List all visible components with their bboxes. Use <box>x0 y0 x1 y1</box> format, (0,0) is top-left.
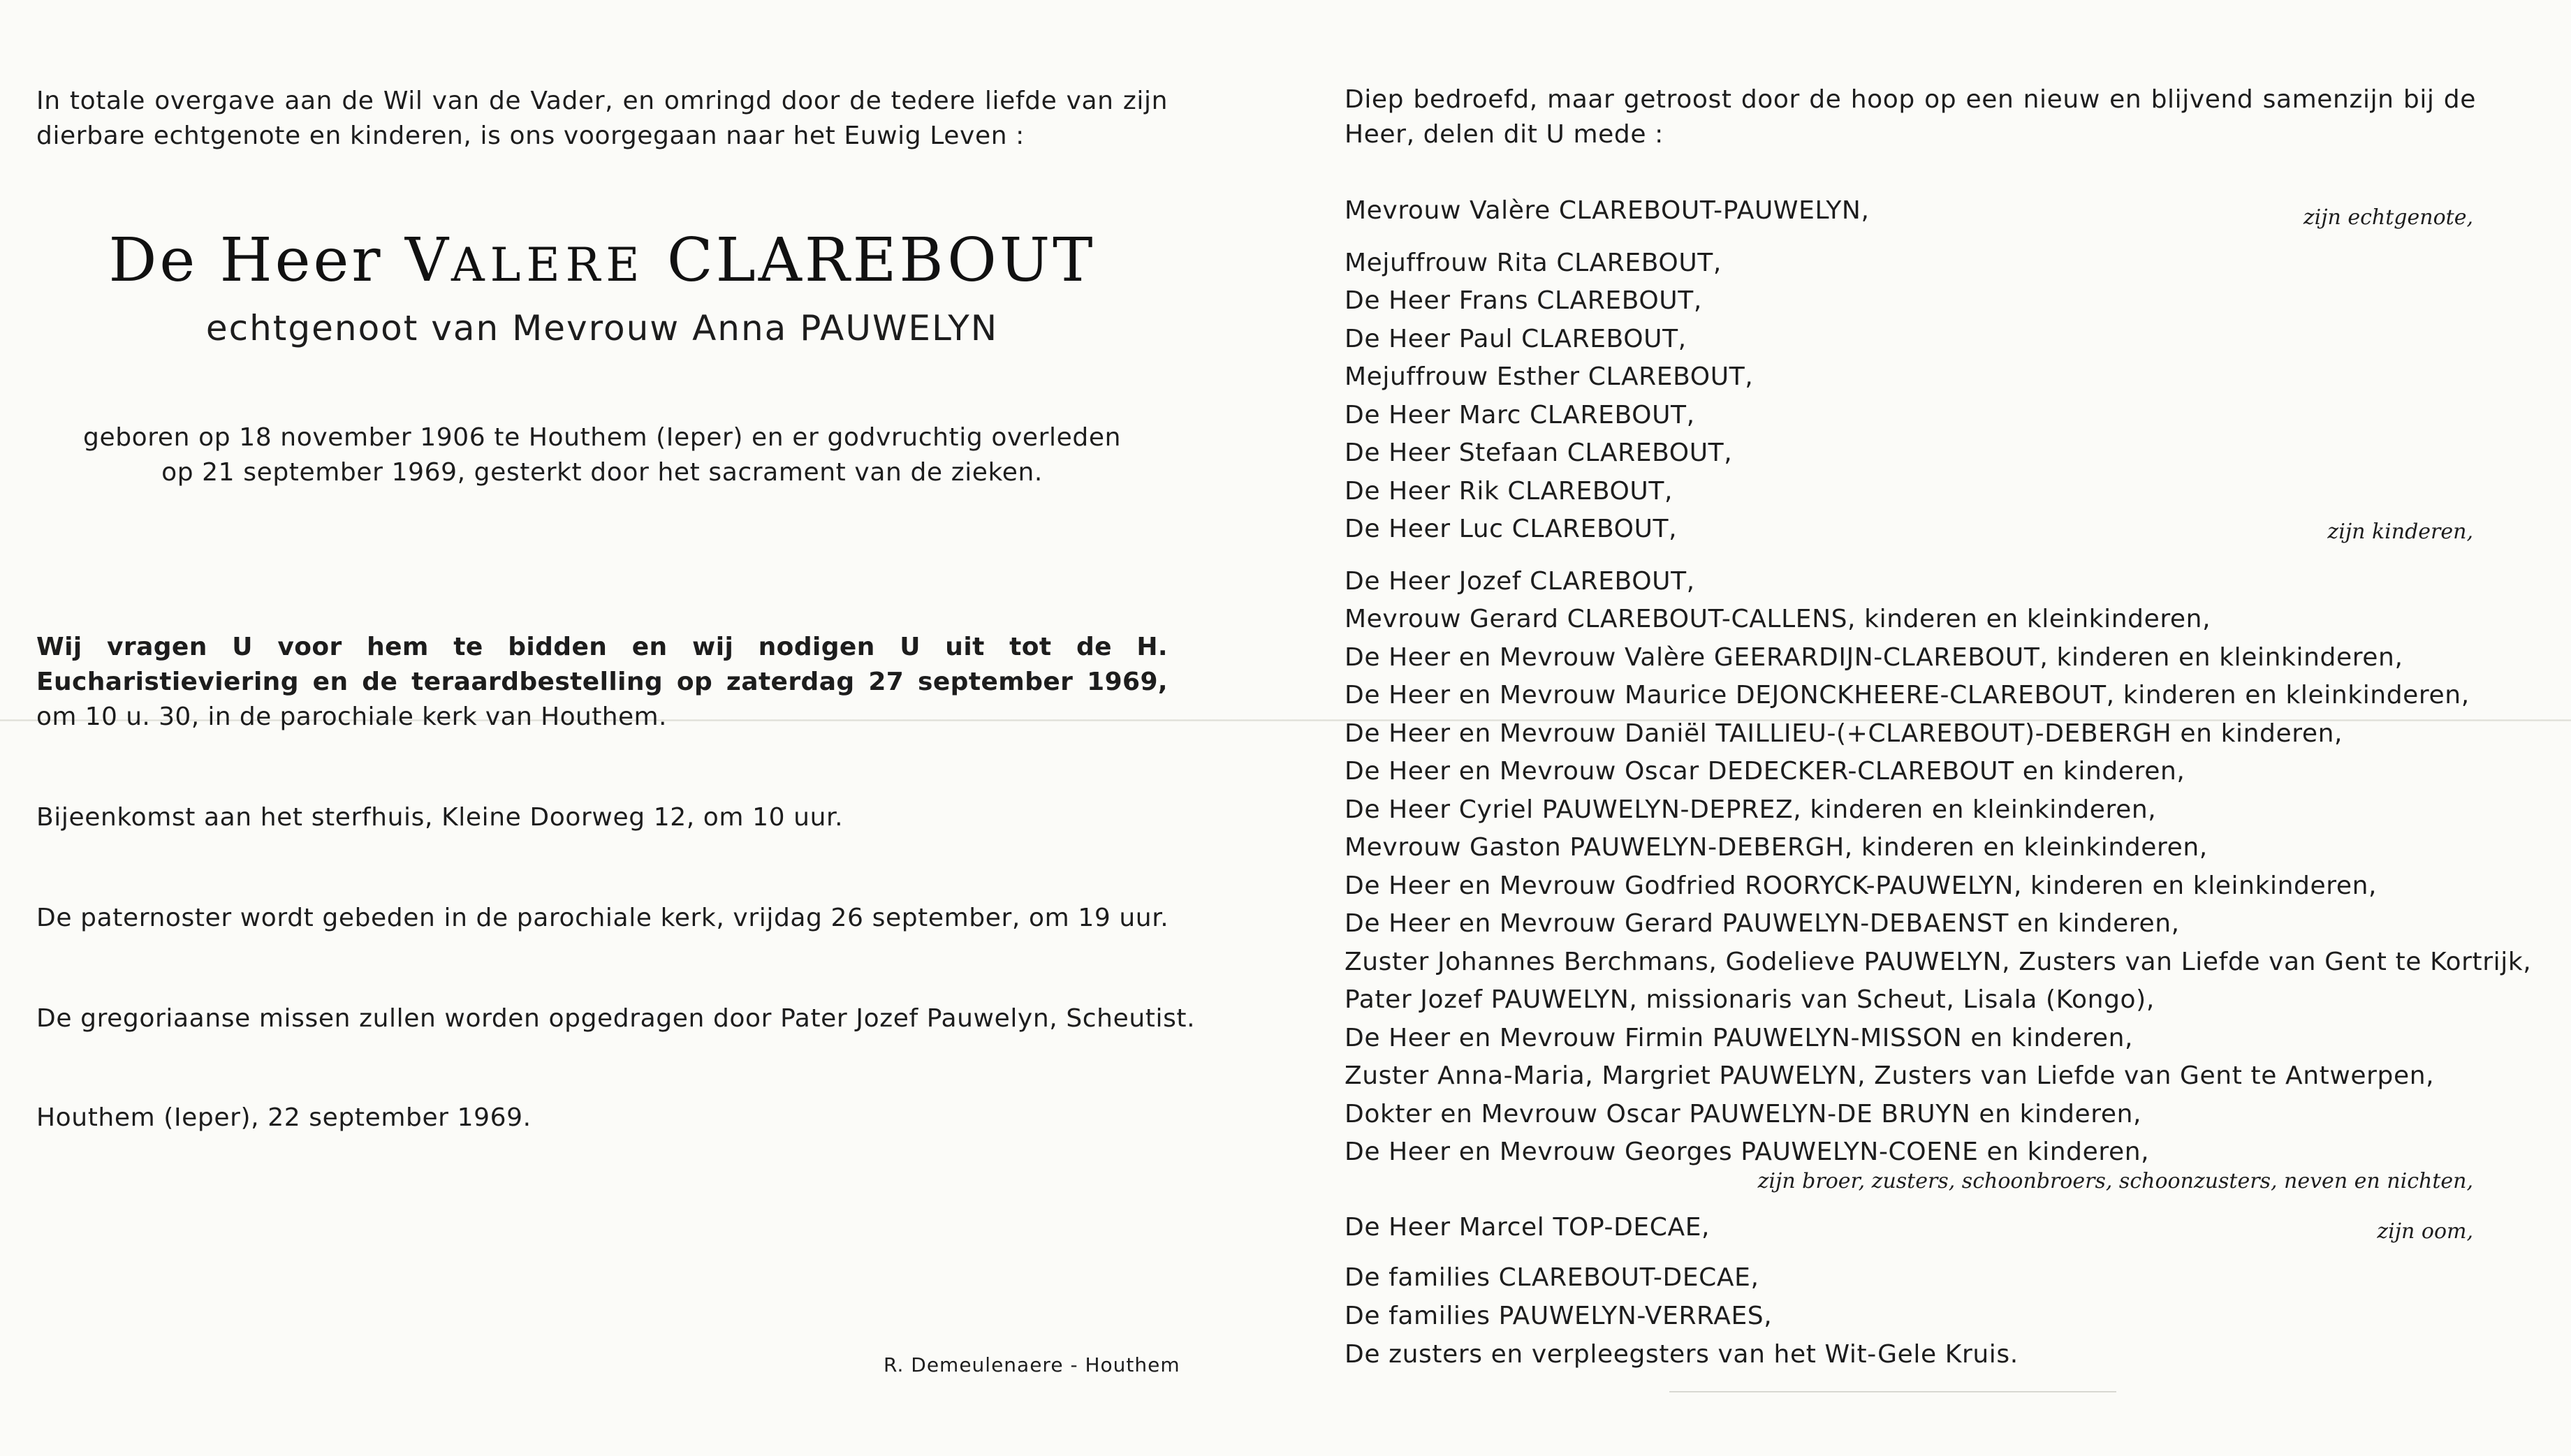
list-item: Mejuffrouw Esther CLAREBOUT, <box>1345 362 1754 391</box>
title-prefix: De Heer <box>108 226 405 295</box>
list-item: De Heer Rik CLAREBOUT, <box>1345 476 1673 506</box>
list-item: De Heer en Mevrouw Georges PAUWELYN-COENE en kinderen, <box>1345 1138 2150 1166</box>
list-item: De Heer Frans CLAREBOUT, <box>1345 286 1702 315</box>
list-item: De Heer Luc CLAREBOUT, <box>1345 515 1678 543</box>
siblings-relation: zijn broer, zusters, schoonbroers, schoonzusters, neven en nichten, <box>1757 1169 2473 1193</box>
announcement-intro: Diep bedroefd, maar getroost door de hoop op een nieuw en blijvend samenzijn bij de Heer, delen dit U mede : <box>1345 85 2476 149</box>
invite-text-b: om 10 u. 30, in de parochiale kerk van Houthem. <box>36 703 667 731</box>
list-item: Zuster Johannes Berchmans, Godelieve PAUWELYN, Zusters van Liefde van Gent te Kortrijk, <box>1345 947 2532 976</box>
uncle-relation: zijn oom, <box>2377 1219 2473 1244</box>
list-item: De Heer Cyriel PAUWELYN-DEPREZ, kinderen en kleinkinderen, <box>1345 795 2157 824</box>
mourners-list <box>1345 192 2531 1172</box>
list-item: Mevrouw Gaston PAUWELYN-DEBERGH, kinderen en kleinkinderen, <box>1345 833 2208 862</box>
list-item: De families CLAREBOUT-DECAE, <box>1345 1263 1759 1292</box>
children-relation: zijn kinderen, <box>2327 520 2473 544</box>
deceased-name-title <box>36 222 1168 304</box>
birth-death-text <box>36 420 1168 490</box>
printer-credit: R. Demeulenaere - Houthem <box>884 1353 1180 1376</box>
intro-paragraph: In totale overgave aan de Wil van de Vader, en omringd door de tedere liefde van zijn dierbare echtgenote en kinderen, is ons voorgegaan naar het Euwig Leven : <box>36 87 1168 150</box>
list-item: De Heer Marc CLAREBOUT, <box>1345 400 1695 429</box>
spouse-line: Mevrouw Valère CLAREBOUT-PAUWELYN, <box>1345 196 1870 225</box>
list-item: De families PAUWELYN-VERRAES, <box>1345 1302 1773 1330</box>
invite-text-a: Wij vragen U voor hem te bidden en wij nodigen U uit tot de H. Eucharistieviering en de teraardbestelling op <box>36 633 1168 696</box>
list-item: De Heer Paul CLAREBOUT, <box>1345 324 1687 353</box>
uncle-line: De Heer Marcel TOP-DECAE, <box>1345 1213 1711 1242</box>
gathering-text: Bijeenkomst aan het sterfhuis, Kleine Doorweg 12, om 10 uur. <box>36 803 844 832</box>
title-first-initial: V <box>404 226 451 295</box>
born-line-2: op 21 september 1969, gesterkt door het sacrament van de zieken. <box>161 458 1043 487</box>
list-item: Dokter en Mevrouw Oscar PAUWELYN-DE BRUYN en kinderen, <box>1345 1099 2142 1128</box>
invite-date: zaterdag 27 september 1969, <box>726 668 1168 696</box>
divider <box>1669 1391 2116 1392</box>
spouse-subtitle: echtgenoot van Mevrouw Anna PAUWELYN <box>205 308 999 348</box>
spouse-relation: zijn echtgenote, <box>2303 205 2473 230</box>
list-item: De Heer en Mevrouw Daniël TAILLIEU-(+CLAREBOUT)-DEBERGH en kinderen, <box>1345 719 2343 748</box>
masses-text: De gregoriaanse missen zullen worden opgedragen door Pater Jozef Pauwelyn, Scheutist. <box>36 1004 1196 1033</box>
place-date: Houthem (Ieper), 22 september 1969. <box>36 1103 532 1132</box>
list-item: De Heer Stefaan CLAREBOUT, <box>1345 439 1733 467</box>
list-item: Mevrouw Gerard CLAREBOUT-CALLENS, kinderen en kleinkinderen, <box>1345 605 2211 633</box>
paternoster-text: De paternoster wordt gebeden in de parochiale kerk, vrijdag 26 september, om 19 uur. <box>36 904 1169 932</box>
list-item: De Heer en Mevrouw Maurice DEJONCKHEERE-CLAREBOUT, kinderen en kleinkinderen, <box>1345 681 2470 709</box>
list-item: De Heer en Mevrouw Godfried ROORYCK-PAUWELYN, kinderen en kleinkinderen, <box>1345 871 2378 900</box>
list-item: De Heer en Mevrouw Gerard PAUWELYN-DEBAENST en kinderen, <box>1345 909 2180 938</box>
list-item: De Heer Jozef CLAREBOUT, <box>1345 566 1695 596</box>
list-item: Zuster Anna-Maria, Margriet PAUWELYN, Zusters van Liefde van Gent te Antwerpen, <box>1345 1061 2435 1090</box>
list-item: De Heer en Mevrouw Valère GEERARDIJN-CLAREBOUT, kinderen en kleinkinderen, <box>1345 642 2403 672</box>
list-item: De Heer en Mevrouw Oscar DEDECKER-CLAREBOUT en kinderen, <box>1345 757 2185 786</box>
title-first-rest: ALERE <box>451 238 645 292</box>
list-item: De Heer en Mevrouw Firmin PAUWELYN-MISSON en kinderen, <box>1345 1023 2134 1052</box>
title-surname: CLAREBOUT <box>666 226 1096 295</box>
list-item: Mejuffrouw Rita CLAREBOUT, <box>1345 248 1722 277</box>
funeral-invitation <box>36 630 1168 735</box>
born-line-1: geboren op 18 november 1906 te Houthem (Ieper) en er godvruchtig overleden <box>83 423 1121 452</box>
list-item: De zusters en verpleegsters van het Wit-Gele Kruis. <box>1345 1340 2019 1369</box>
list-item: Pater Jozef PAUWELYN, missionaris van Scheut, Lisala (Kongo), <box>1345 985 2155 1014</box>
